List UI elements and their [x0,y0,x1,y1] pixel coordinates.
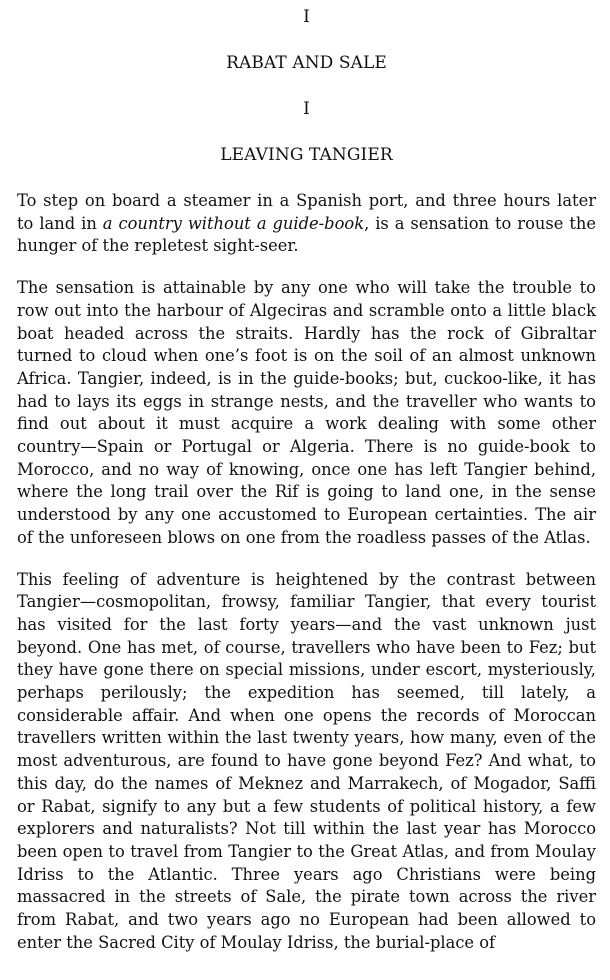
chapter-title: RABAT AND SALE [226,53,387,73]
chapter-number: I [303,7,310,27]
paragraph-3: This feeling of adventure is heightened by the contrast between Tangier—cosmopolitan, frowsy, familiar Tangier, that every tourist has visited for the last forty years—and the vast unknown just beyond. One has met, of course, travellers who have been to Fez; but they have gone there on special missions, under escort, mysteriously, perhaps perilously; the expedition has seemed, till lately, a considerable affair. And when one opens the records of Moroccan travellers written within the last twenty years, how many, even of the most adventurous, are found to have gone beyond Fez? And what, to this day, do the names of Meknez and Marrakech, of Mogador, Saffi or Rabat, signify to any but a few students of political history, a few explorers and naturalists? Not till within the last year has Morocco been open to travel from Tangier to the Great Atlas, and from Moulay Idriss to the Atlantic. Three years ago Christians were being massacred in the streets of Sale, the pirate town across the river from Rabat, and two years ago no European had been allowed to enter the Sacred City of Moulay Idriss, the burial-place of [17,569,596,952]
body-text [17,190,596,955]
paragraph-1-text-start: To step on board a steamer in a Spanish port, and three hours later to land in [17,191,596,233]
paragraph-1-italic-phrase: a country without a guide-book [102,213,365,233]
paragraph-1-text-end: , is a sensation to rouse the hunger of the repletest sight-seer. [17,213,596,256]
section-number: I [303,99,310,119]
paragraph-1 [17,190,596,258]
paragraph-2: The sensation is attainable by any one who will take the trouble to row out into the harbour of Algeciras and scramble onto a little black boat headed across the straits. Hardly has the rock of Gibraltar turned to cloud when one’s foot is on the soil of an almost unknown Africa. Tangier, indeed, is in the guide-books; but, cuckoo-like, it has had to lays its eggs in strange nests, and the traveller who wants to find out about it must acquire a work dealing with some other country—Spain or Portugal or Algeria. There is no guide-book to Morocco, and no way of knowing, once one has left Tangier behind, where the long trail over the Rif is going to land one, in the sense understood by any one accustomed to European certainties. The air of the unforeseen blows on one from the roadless passes of the Atlas. [17,278,596,547]
section-title: LEAVING TANGIER [220,145,393,165]
